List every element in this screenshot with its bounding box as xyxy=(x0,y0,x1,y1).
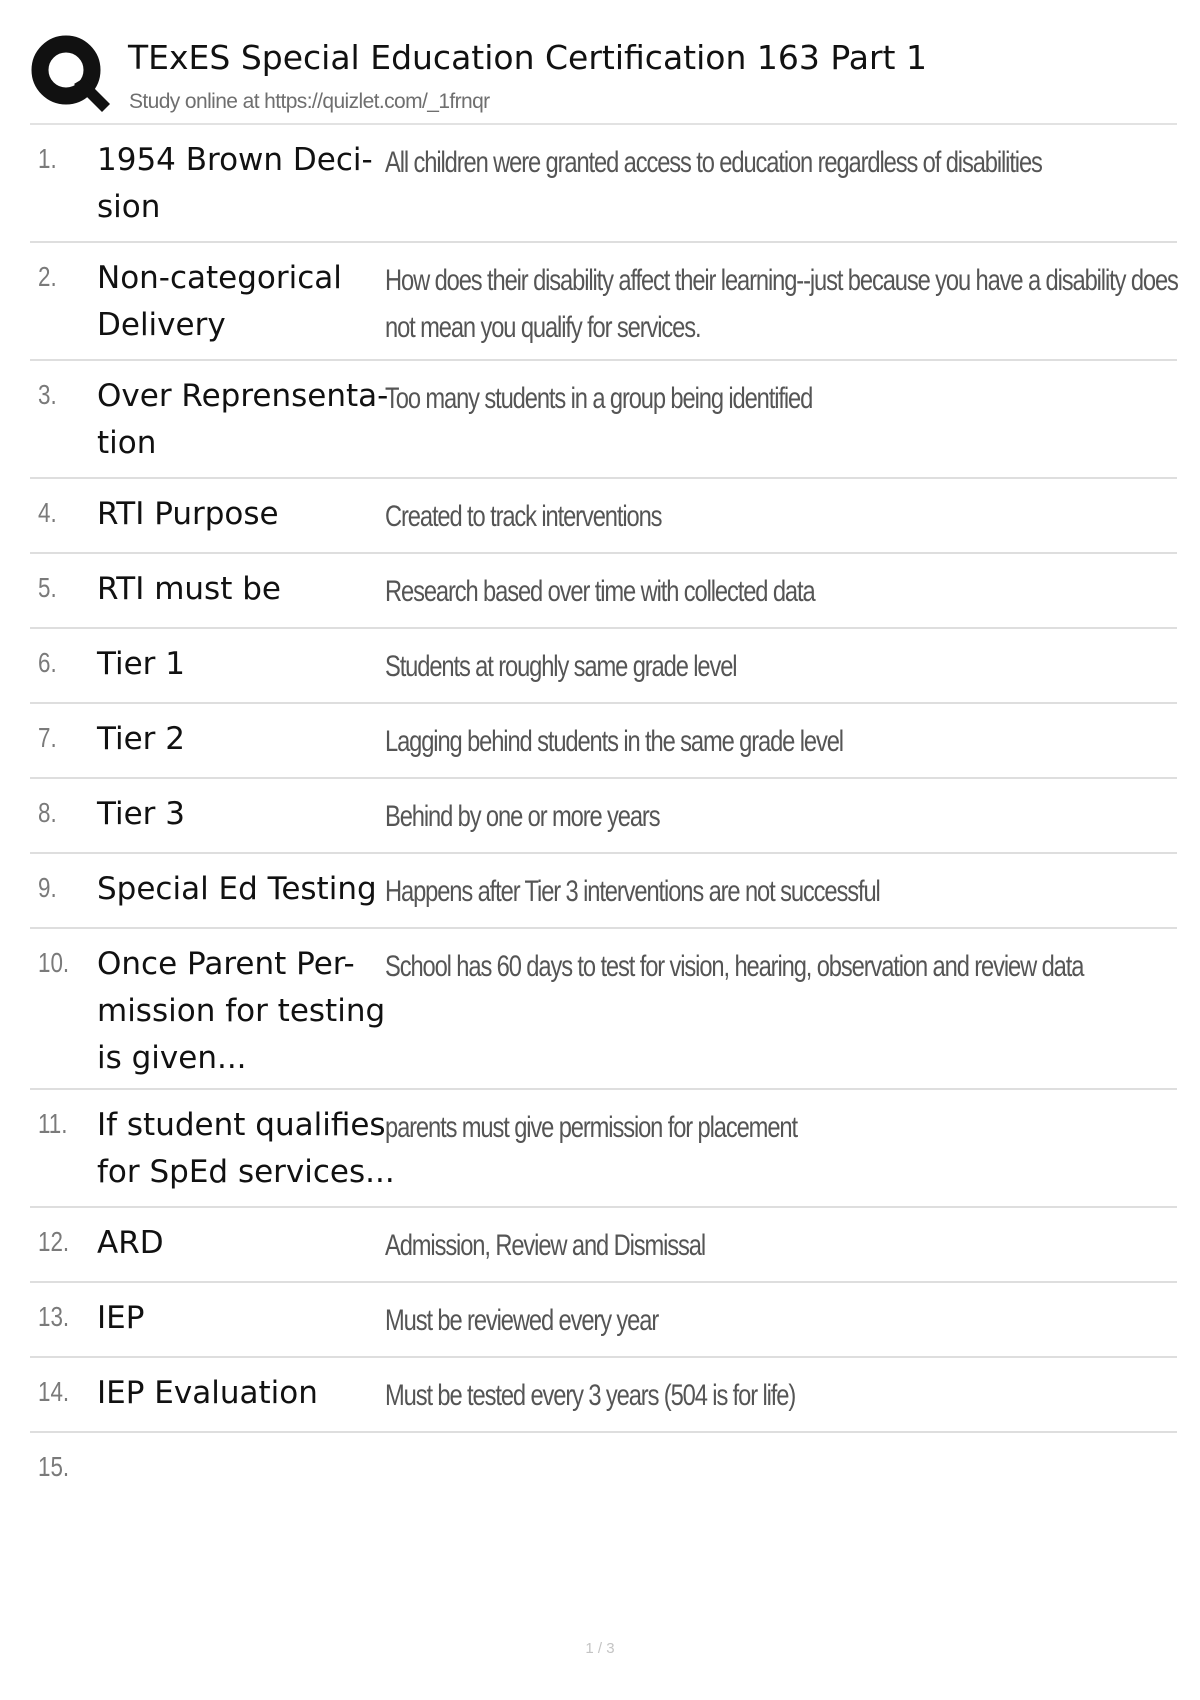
card-term: IEP Evaluation xyxy=(97,1375,318,1411)
flashcard-row xyxy=(30,479,1177,554)
flashcard-row xyxy=(30,779,1177,854)
flashcard-row xyxy=(30,243,1177,361)
flashcard-row xyxy=(30,361,1177,479)
card-definition: Admission, Review and Dismissal xyxy=(385,1229,706,1262)
card-term: Special Ed Testing xyxy=(97,871,377,907)
card-definition: parents must give permission for placement xyxy=(385,1111,797,1144)
card-definition: Students at roughly same grade level xyxy=(385,650,737,683)
card-number: 5. xyxy=(38,572,57,603)
flashcard-row xyxy=(30,629,1177,704)
card-term: Tier 1 xyxy=(97,646,185,682)
flashcard-row xyxy=(30,1283,1177,1358)
card-definition: Lagging behind students in the same grade level xyxy=(385,725,843,758)
card-definition: Created to track interventions xyxy=(385,500,662,533)
card-definition: All children were granted access to education regardless of disabilities xyxy=(385,146,1042,179)
card-term: 1954 Brown Deci- sion xyxy=(97,142,373,225)
flashcard-row xyxy=(30,125,1177,243)
flashcard-list xyxy=(30,125,1177,1508)
card-number: 7. xyxy=(38,722,57,753)
card-definition: Happens after Tier 3 interventions are not successful xyxy=(385,875,880,908)
card-term: Tier 3 xyxy=(97,796,185,832)
flashcard-row xyxy=(30,1358,1177,1433)
card-term: Tier 2 xyxy=(97,721,185,757)
card-definition: Behind by one or more years xyxy=(385,800,660,833)
study-online-link[interactable]: Study online at https://quizlet.com/_1frnqr xyxy=(129,90,490,113)
card-definition: Too many students in a group being identified xyxy=(385,382,813,415)
card-number: 13. xyxy=(38,1301,70,1332)
card-definition: Research based over time with collected data xyxy=(385,575,815,608)
card-term: IEP xyxy=(97,1300,145,1336)
flashcard-row xyxy=(30,704,1177,779)
card-number: 15. xyxy=(38,1451,70,1482)
card-number: 12. xyxy=(38,1226,70,1257)
card-number: 4. xyxy=(38,497,57,528)
page-title: TExES Special Education Certification 163 Part 1 xyxy=(128,38,927,77)
card-term: If student qualifies for SpEd services... xyxy=(97,1107,395,1190)
card-number: 10. xyxy=(38,947,70,978)
card-number: 9. xyxy=(38,872,57,903)
card-definition: Must be tested every 3 years (504 is for life) xyxy=(385,1379,796,1412)
card-number: 14. xyxy=(38,1376,70,1407)
card-term: Once Parent Per- mission for testing is given... xyxy=(97,946,386,1076)
flashcard-row xyxy=(30,1090,1177,1208)
card-term: RTI Purpose xyxy=(97,496,279,532)
card-number: 2. xyxy=(38,261,57,292)
card-number: 6. xyxy=(38,647,57,678)
flashcard-row xyxy=(30,554,1177,629)
card-number: 1. xyxy=(38,143,57,174)
flashcard-row xyxy=(30,1433,1177,1508)
card-term: Over Reprensenta- tion xyxy=(97,378,389,461)
page-number: 1 / 3 xyxy=(585,1640,615,1657)
card-term: RTI must be xyxy=(97,571,281,607)
flashcard-row xyxy=(30,1208,1177,1283)
card-number: 11. xyxy=(38,1108,68,1139)
flashcard-row xyxy=(30,929,1177,1090)
flashcard-row xyxy=(30,854,1177,929)
card-definition: Must be reviewed every year xyxy=(385,1304,659,1337)
card-definition: How does their disability affect their learning--just because you have a disability does not mean you qualify for services. xyxy=(385,264,1178,344)
card-number: 3. xyxy=(38,379,57,410)
quizlet-q-logo-icon xyxy=(30,34,110,116)
card-definition: School has 60 days to test for vision, hearing, observation and review data xyxy=(385,950,1084,983)
card-term: ARD xyxy=(97,1225,164,1261)
page-header xyxy=(30,34,1180,124)
card-term: Non-categorical Delivery xyxy=(97,260,342,343)
card-number: 8. xyxy=(38,797,57,828)
